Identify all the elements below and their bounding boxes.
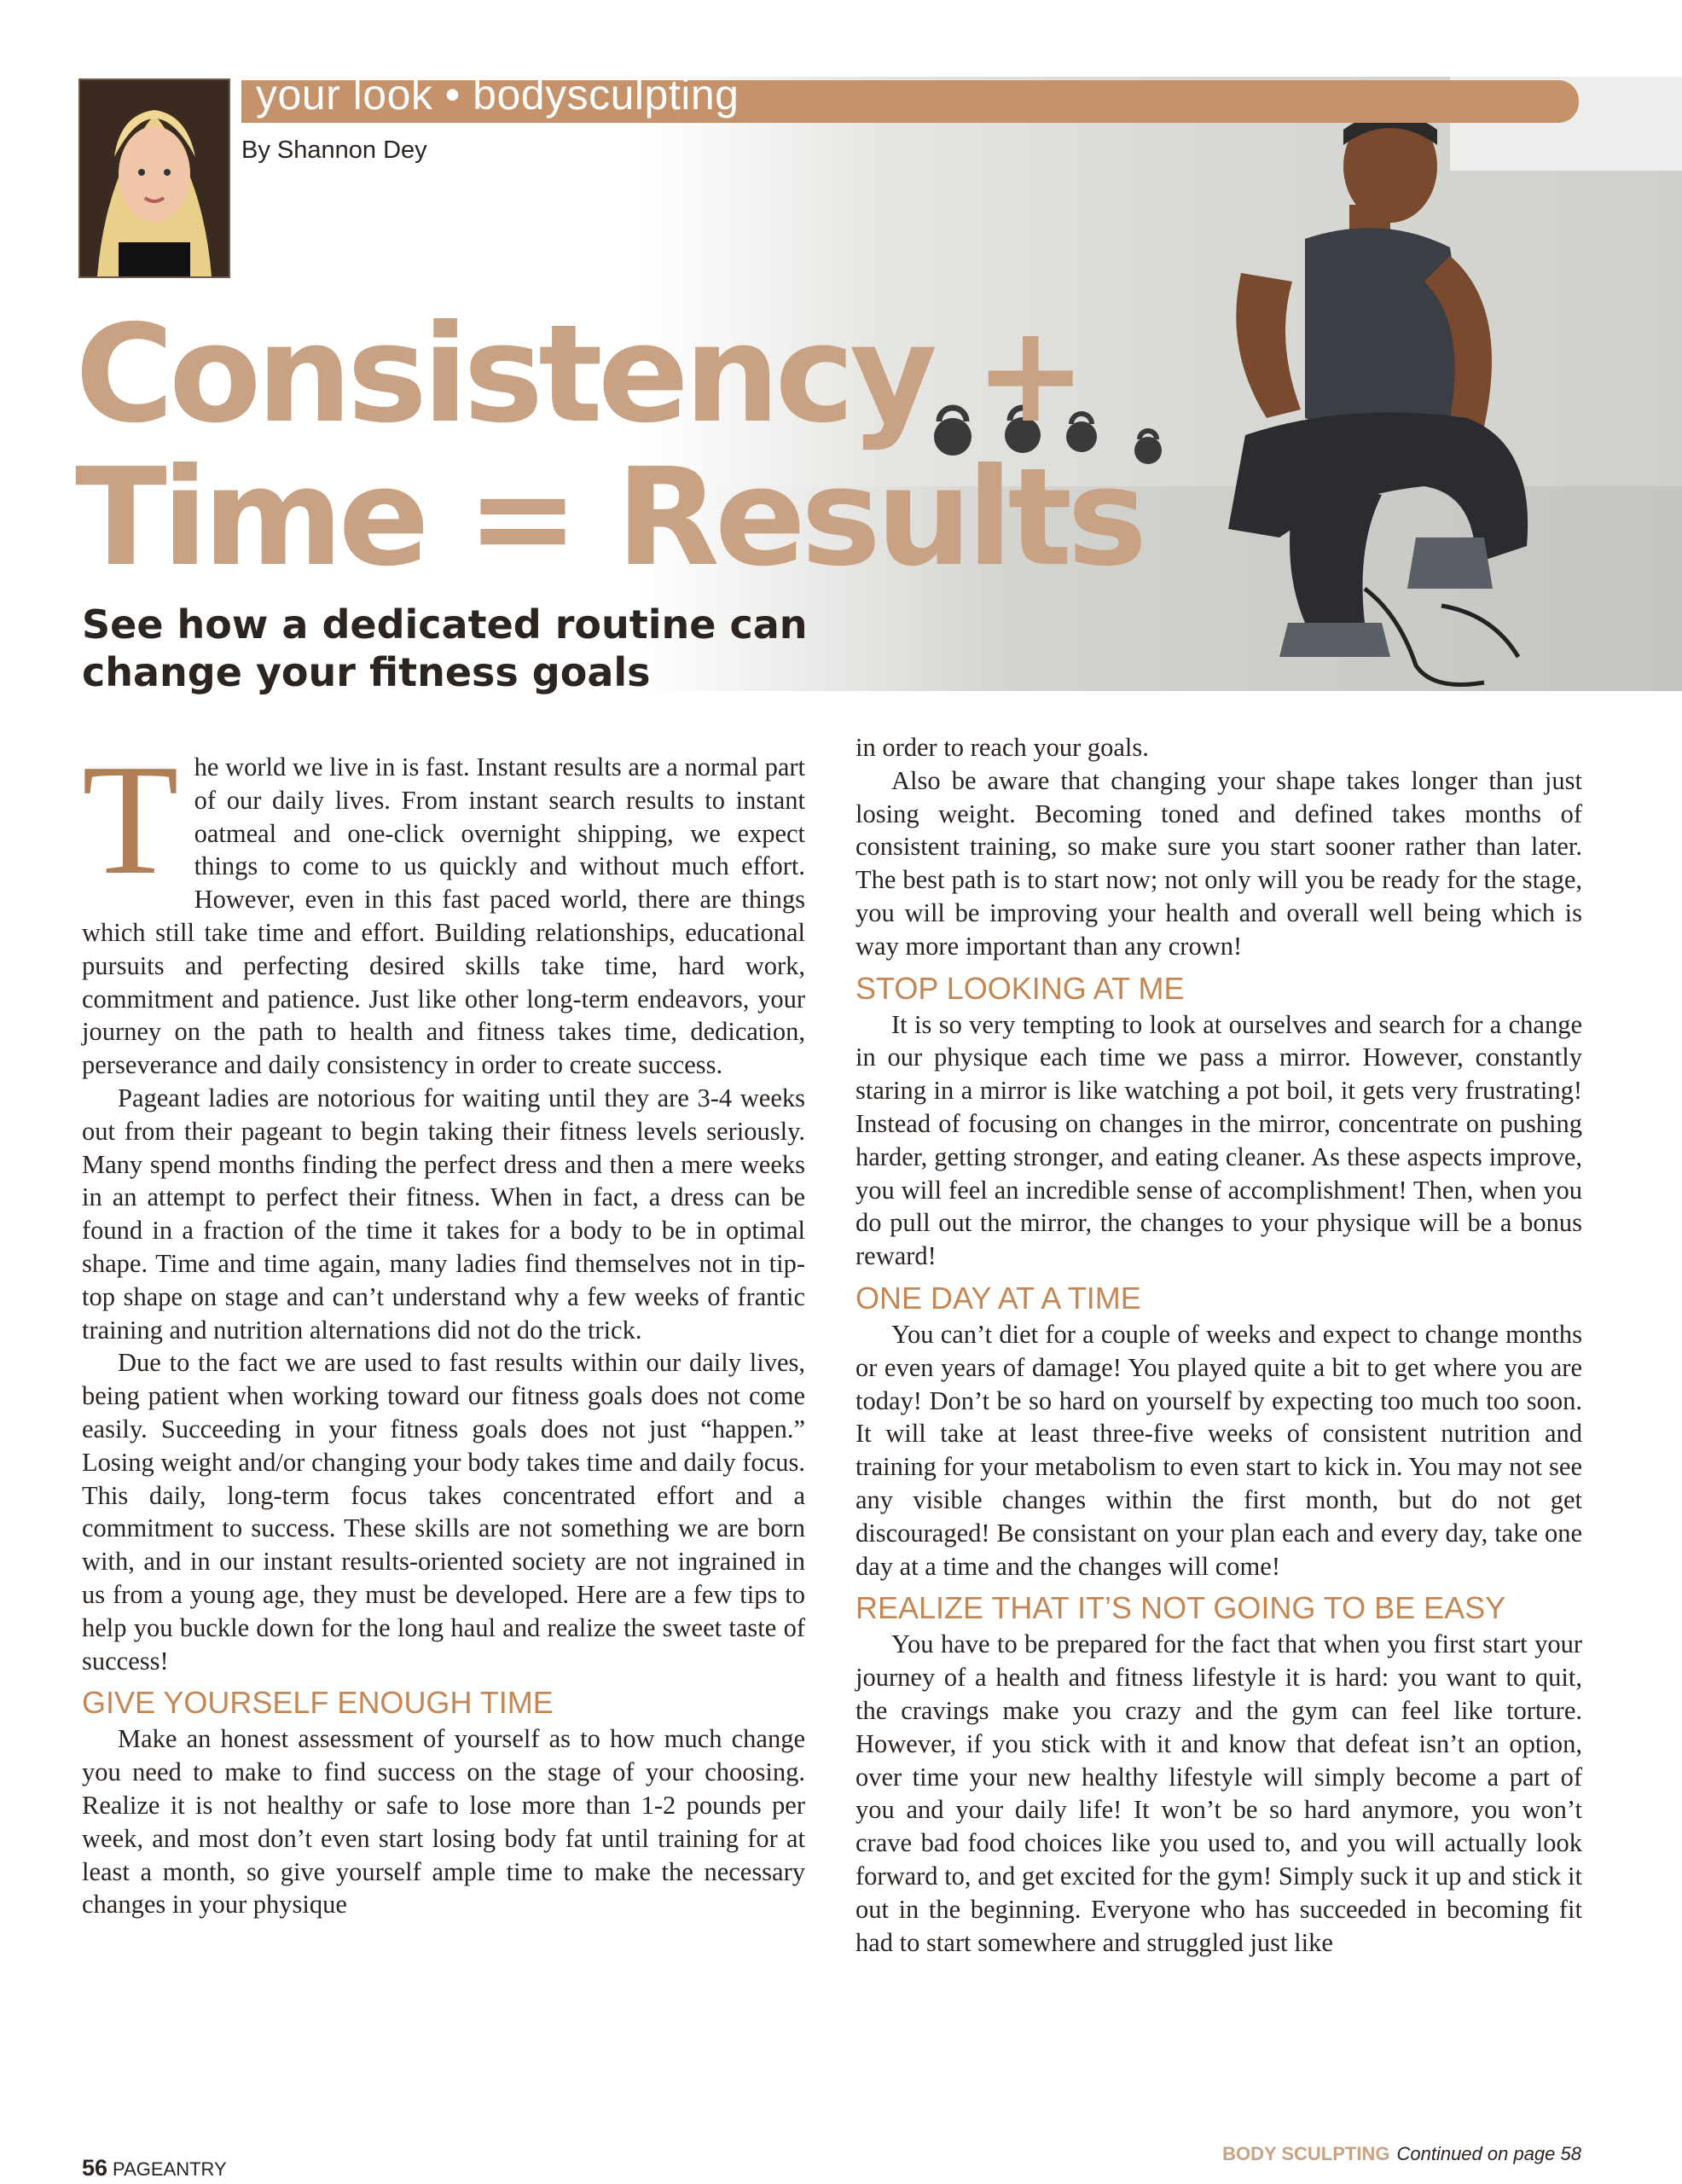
footer-section: BODY SCULPTING <box>1222 2143 1390 2164</box>
paragraph: Due to the fact we are used to fast results within our daily lives, being patient when working toward our fitness goals does not come easily. Succeeding in your fitness goals does not just “happen.” Losing weight and/or changing your body takes time and daily focus. This daily, long-term focus takes concentrated effort and a commitment to success. These skills are not something we are born with, and in our instant results-oriented society are not ingrained in us from a young age, they must be developed. Here are a few tips to help you buckle down for the long haul and realize the sweet taste of success! <box>82 1348 805 1676</box>
section-heading: REALIZE THAT IT’S NOT GOING TO BE EASY <box>856 1590 1506 1626</box>
article-column-right <box>856 731 1582 1959</box>
paragraph: Pageant ladies are notorious for waiting until they are 3-4 weeks out from their pageant to begin taking their fitness levels seriously. Many spend months finding the perfect dress and then a mere weeks in an attempt to perfect their fitness. When in fact, a dress can be found in a fraction of the time it takes for a body to be in optimal shape. Time and time again, many ladies find themselves not in tip-top shape on stage and can’t understand why a few weeks of frantic training and nutrition alternations did not do the trick. <box>82 1083 805 1345</box>
paragraph: It is so very tempting to look at ourselves and search for a change in our physique each time we pass a mirror. However, constantly staring in a mirror is like watching a pot boil, it gets very frustrating! Instead of focusing on changes in the mirror, concentrate on pushing harder, getting stronger, and eating cleaner. As these aspects improve, you will feel an incredible sense of accomplishment! Then, when you do pull out the mirror, the changes to your physique will be a bonus reward! <box>856 1009 1582 1271</box>
paragraph: in order to reach your goals. <box>856 733 1149 762</box>
title-line-2: Time = Results <box>75 439 1143 596</box>
paragraph: You have to be prepared for the fact that when you first start your journey of a health and fitness lifestyle it is hard: you want to quit, the cravings make you crazy and the gym can feel like torture. However, if you stick with it and know that defeat isn’t an option, over time your new healthy lifestyle will simply become a part of you and your daily life! It won’t be so hard anymore, you won’t crave bad food choices like you used to, and you will actually look forward to, and get excited for the gym! Simply suck it up and stick it out in the beginning. Everyone who has succeeded in becoming fit had to start somewhere and struggled just like <box>856 1629 1582 1957</box>
page-folio <box>82 2155 227 2181</box>
title-line-1: Consistency + <box>75 296 1082 453</box>
continued-link[interactable]: Continued on page 58 <box>1396 2143 1581 2164</box>
article-deck <box>82 601 808 696</box>
deck-line-2: change your fitness goals <box>82 649 651 695</box>
section-heading: GIVE YOURSELF ENOUGH TIME <box>82 1685 554 1721</box>
byline: By Shannon Dey <box>241 136 427 164</box>
section-heading: ONE DAY AT A TIME <box>856 1280 1141 1316</box>
paragraph: Make an honest assessment of yourself as to how much change you need to make to find success on the stage of your choosing. Realize it is not healthy or safe to lose more than 1-2 pounds per week, and most don’t even start losing body fat until training for at least a month, so give yourself ample time to make the necessary changes in your physique <box>82 1724 805 1920</box>
section-heading: STOP LOOKING AT ME <box>856 970 1185 1006</box>
article-title <box>75 296 1143 596</box>
athlete-figure <box>1228 110 1528 685</box>
article-column-left <box>82 732 805 1921</box>
paragraph: he world we live in is fast. Instant results are a normal part of our daily lives. From instant search results to instant oatmeal and one-click overnight shipping, we expect things to come to us quickly and without much effort. However, even in this fast paced world, there are things which still take time and effort. Building relationships, educational pursuits and perfecting desired skills take time, hard work, commitment and patience. Just like other long-term endeavors, your journey on the path to health and fitness takes time, dedication, perseverance and daily consistency in order to create success. <box>82 752 805 1080</box>
paragraph: Also be aware that changing your shape takes longer than just losing weight. Becoming toned and defined takes months of consistent training, so make sure you start sooner rather than later. The best path is to start now; not only will you be ready for the stage, you will be improving your health and overall well being which is way more important than any crown! <box>856 765 1582 961</box>
page-number: 56 <box>82 2155 108 2181</box>
paragraph: You can’t diet for a couple of weeks and expect to change months or even years of damage! You played quite a bit to get where you are today! Don’t be so hard on yourself by expecting too much too soon. It will take at least three-five weeks of consistent nutrition and training for your metabolism to even start to kick in. You may not see any visible changes within the first month, but do not get discouraged! Be consistant on your plan each and every day, take one day at a time and the changes will come! <box>856 1319 1582 1581</box>
section-rubric: your look • bodysculpting <box>256 71 740 119</box>
drop-cap: T <box>82 732 179 908</box>
publication-name: PAGEANTRY <box>113 2158 227 2180</box>
author-photo-icon <box>80 80 229 276</box>
author-headshot <box>78 78 230 278</box>
continued-note <box>1222 2143 1581 2165</box>
deck-line-1: See how a dedicated routine can <box>82 601 808 648</box>
